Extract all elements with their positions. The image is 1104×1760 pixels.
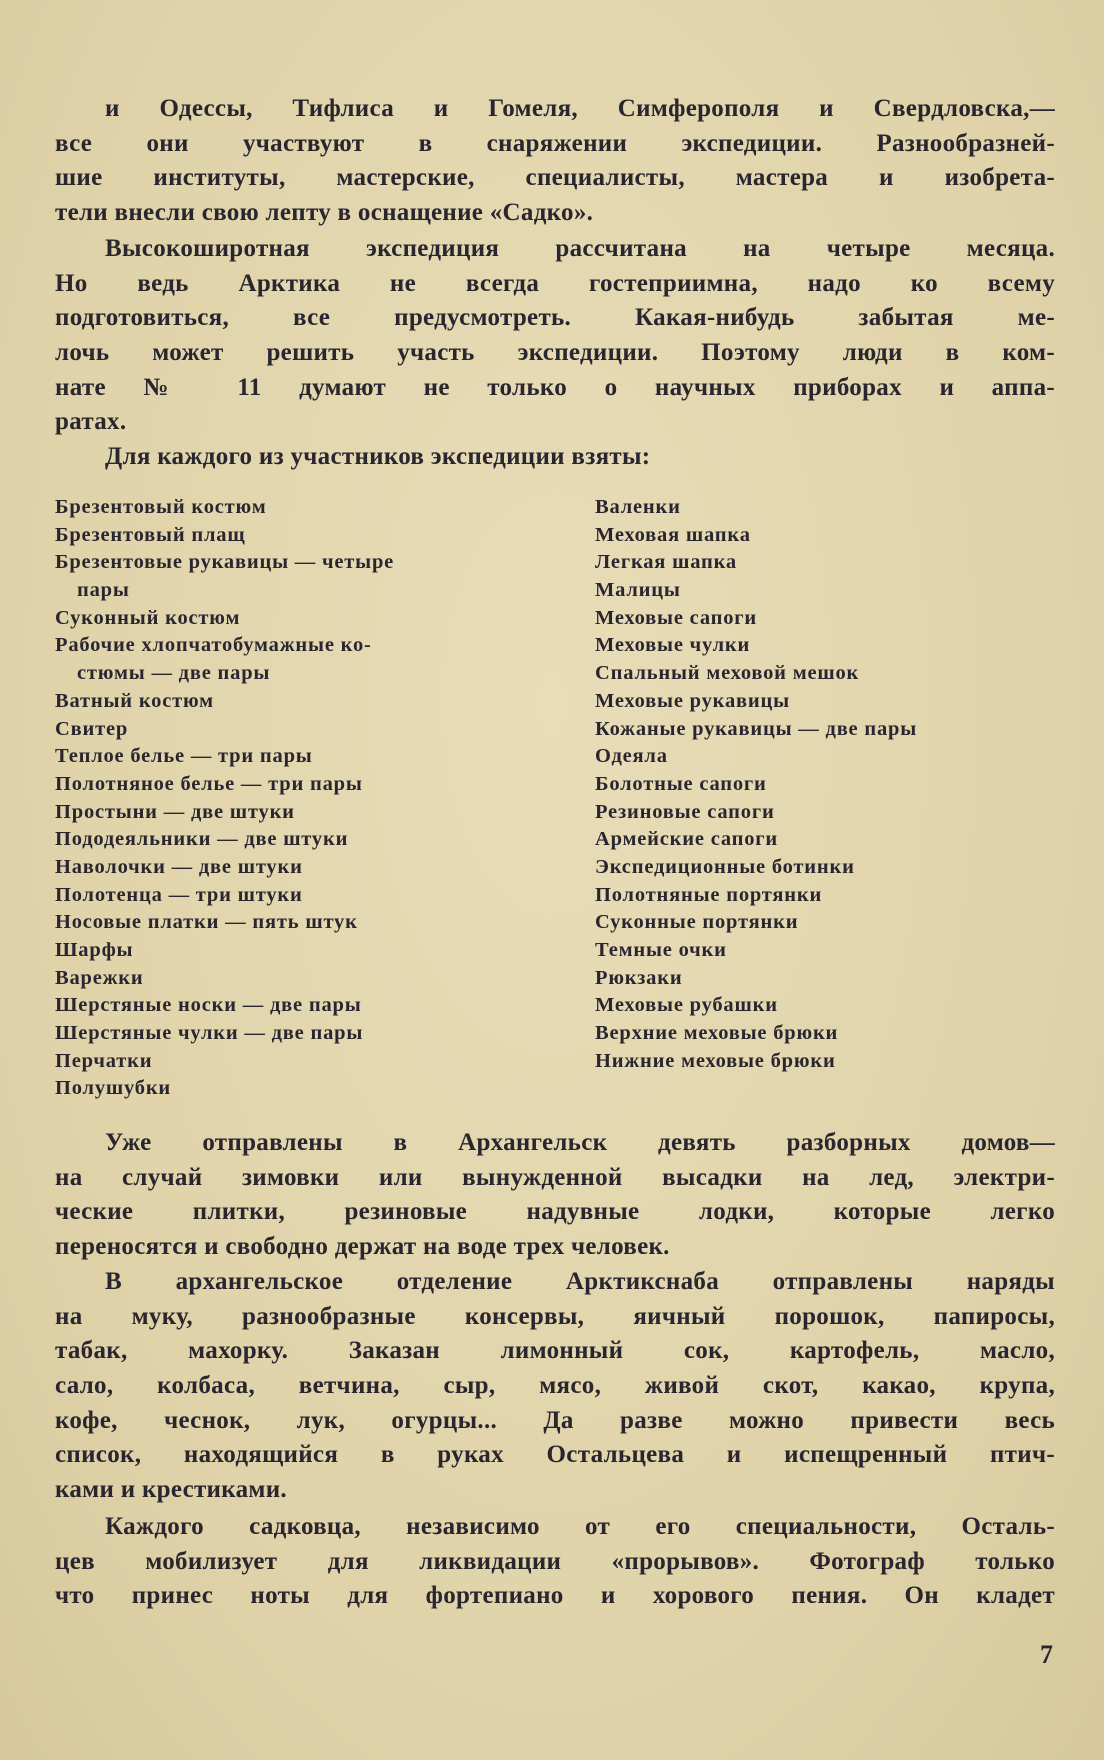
text-line: лочь может решить участь экспедиции. Поэтому люди в ком- [55,339,1055,367]
paragraph-2 [55,232,1055,440]
text-line: переносятся и свободно держат на воде трех человек. [55,1233,670,1261]
text-line: и Одессы, Тифлиса и Гомеля, Симферополя и Свердловска,— [105,95,1055,122]
text-line: Для каждого из участников экспедиции взяты: [105,443,651,470]
list-item: Меховые рукавицы [595,689,790,712]
text-line: табак, махорку. Заказан лимонный сок, картофель, масло, [55,1337,1055,1365]
list-item: Кожаные рукавицы — две пары [595,717,918,740]
text-line: на муку, разнообразные консервы, яичный порошок, папиросы, [55,1302,1055,1330]
list-item: Полотняное белье — три пары [55,772,363,795]
list-item: Пододеяльники — две штуки [55,828,349,851]
list-item: Рабочие хлопчатобумажные ко- [55,634,372,657]
list-item: Меховые сапоги [595,606,757,629]
list-item: Меховая шапка [595,523,751,546]
page-number: 7 [1040,1640,1053,1669]
list-item: пары [77,579,130,602]
list-item: Перчатки [55,1049,153,1072]
text-line: все они участвуют в снаряжении экспедиции. Разнообразней- [55,129,1055,157]
list-item: Наволочки — две штуки [55,855,303,878]
list-item: стюмы — две пары [77,662,271,685]
list-left-column [55,494,525,1103]
text-line: сало, колбаса, ветчина, сыр, мясо, живой скот, какао, крупа, [55,1372,1055,1400]
list-item: Суконные портянки [595,911,799,934]
list-item: Теплое белье — три пары [55,745,313,768]
list-item: Простыни — две штуки [55,800,295,823]
list-item: Нижние меховые брюки [595,1049,836,1072]
paragraph-6 [55,1510,1055,1614]
list-item: Меховые рубашки [595,994,778,1017]
list-item: Экспедиционные ботинки [595,855,855,878]
list-item: Шерстяные носки — две пары [55,994,362,1017]
text-line: Уже отправлены в Архангельск девять разборных домов— [105,1129,1055,1156]
list-item: Полотенца — три штуки [55,883,303,906]
list-item: Свитер [55,717,129,740]
paragraph-5 [55,1265,1055,1508]
list-item: Брезентовые рукавицы — четыре [55,551,395,574]
list-item: Носовые платки — пять штук [55,911,358,934]
paragraph-1 [55,92,1055,231]
list-item: Легкая шапка [595,551,737,574]
text-line: ками и крестиками. [55,1476,287,1504]
list-item: Малицы [595,579,681,602]
list-item: Полушубки [55,1077,172,1100]
text-line: что принес ноты для фортепиано и хорового пения. Он кладет [55,1582,1055,1610]
list-item: Брезентовый плащ [55,523,246,546]
list-item: Верхние меховые брюки [595,1022,839,1045]
text-line: Но ведь Арктика не всегда гостеприимна, надо ко всему [55,269,1055,297]
list-item: Шерстяные чулки — две пары [55,1022,364,1045]
list-right-column [595,494,1065,1075]
text-line: цев мобилизует для ликвидации «прорывов». Фотограф только [55,1547,1055,1575]
list-item: Шарфы [55,939,134,961]
list-intro [55,440,1055,475]
list-item: Темные очки [595,939,727,961]
text-line: на случай зимовки или вынужденной высадки на лед, электри- [55,1163,1055,1191]
text-line: Каждого садковца, независимо от его специальности, Осталь- [105,1513,1055,1540]
list-item: Брезентовый костюм [55,496,267,518]
text-line: нате № 11 думают не только о научных приборах и аппа- [55,373,1055,401]
text-line: ческие плитки, резиновые надувные лодки, которые легко [55,1198,1055,1226]
list-item: Меховые чулки [595,634,751,657]
text-line: список, находящийся в руках Остальцева и испещренный птич- [55,1441,1055,1469]
list-item: Резиновые сапоги [595,800,775,823]
text-line: подготовиться, все предусмотреть. Какая-нибудь забытая ме- [55,304,1055,332]
list-item: Болотные сапоги [595,772,767,795]
list-item: Ватный костюм [55,689,214,712]
text-line: В архангельское отделение Арктикснаба отправлены наряды [105,1268,1055,1295]
list-item: Спальный меховой мешок [595,662,860,685]
paragraph-4 [55,1126,1055,1265]
list-item: Валенки [595,496,681,518]
list-item: Полотняные портянки [595,883,823,906]
list-item: Одеяла [595,745,668,768]
text-line: тели внесли свою лепту в оснащение «Садко». [55,199,594,227]
text-line: кофе, чеснок, лук, огурцы... Да разве можно привести весь [55,1406,1055,1434]
text-line: Высокоширотная экспедиция рассчитана на четыре месяца. [105,235,1055,262]
list-item: Суконный костюм [55,606,241,629]
list-item: Рюкзаки [595,966,683,989]
list-item: Варежки [55,966,144,989]
text-line: ратах. [55,408,127,436]
text-line: шие институты, мастерские, специалисты, мастера и изобрета- [55,164,1055,192]
list-item: Армейские сапоги [595,828,779,851]
